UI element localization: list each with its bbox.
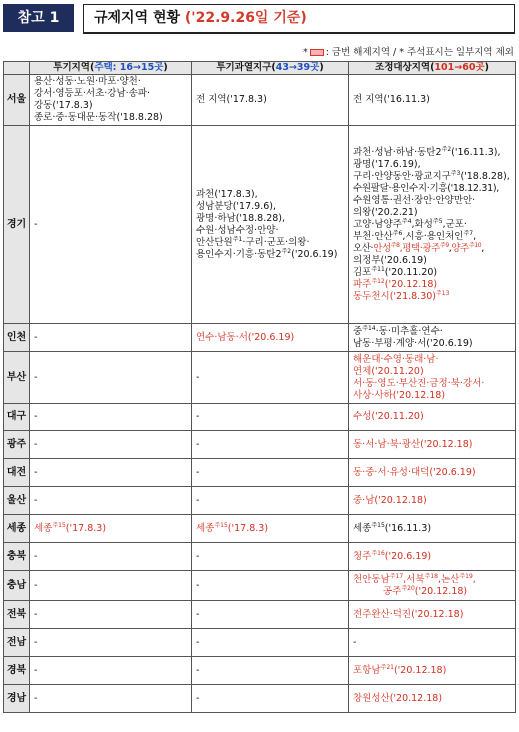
cell: 전 지역('16.11.3) bbox=[349, 75, 516, 126]
region-label: 전북 bbox=[4, 601, 30, 629]
region-label: 세종 bbox=[4, 515, 30, 543]
cell: - bbox=[192, 685, 349, 713]
title-date: ('22.9.26일 기준) bbox=[184, 10, 307, 26]
table-row bbox=[4, 75, 516, 126]
region-label: 대전 bbox=[4, 459, 30, 487]
cell: 과천('17.8.3), 성남분당('17.9.6), 광명·하남('18.8.28), 수원·성남수정·안양· 안산단원$^{주1}$·구리·군포·의왕· 용인수지·기흥·동탄$2^{주2}('20.6.19)$ bbox=[192, 126, 349, 324]
cell: - bbox=[30, 459, 192, 487]
table-row bbox=[4, 543, 516, 571]
cell: - bbox=[30, 404, 192, 431]
region-label: 서울 bbox=[4, 75, 30, 126]
region-label: 부산 bbox=[4, 352, 30, 404]
table-row bbox=[4, 126, 516, 324]
table-row bbox=[4, 629, 516, 657]
table-row bbox=[4, 352, 516, 404]
cell: 연수·남동·서('20.6.19) bbox=[192, 324, 349, 352]
table-row bbox=[4, 571, 516, 601]
region-label: 경북 bbox=[4, 657, 30, 685]
table-row bbox=[4, 515, 516, 543]
cell: 용산·성동·노원·마포·양천· 강서·영등포·서초·강남·송파· 강동('17.8.3) 종로·중·동대문·동작('18.8.28) bbox=[30, 75, 192, 126]
cell: 중·남('20.12.18) bbox=[349, 487, 516, 515]
cell: - bbox=[192, 657, 349, 685]
region-label: 경남 bbox=[4, 685, 30, 713]
table-row bbox=[4, 324, 516, 352]
table-row bbox=[4, 487, 516, 515]
header-overheated-district: 투기과열지구(43→39곳) bbox=[192, 62, 349, 75]
region-label: 광주 bbox=[4, 431, 30, 459]
cell: 동·서·남·북·광산('20.12.18) bbox=[349, 431, 516, 459]
cell: 세종$^{주15}$('16.11.3) bbox=[349, 515, 516, 543]
cell: 창원성산('20.12.18) bbox=[349, 685, 516, 713]
cell: - bbox=[30, 487, 192, 515]
cell: - bbox=[192, 601, 349, 629]
table-row bbox=[4, 459, 516, 487]
cell: 수성('20.11.20) bbox=[349, 404, 516, 431]
legend: * : 금번 해제지역 / * 주석표시는 일부지역 제외 bbox=[302, 47, 514, 58]
regulation-table bbox=[3, 61, 516, 713]
cell: 중$^{주14}$·동·미추홀·연수· 남동·부평·계양·서('20.6.19) bbox=[349, 324, 516, 352]
region-label: 충북 bbox=[4, 543, 30, 571]
cell: 세종$^{주15}$('17.8.3) bbox=[192, 515, 349, 543]
cell: 과천·성남·하남·동탄$2^{주2}('16.11.3)$, 광명('17.6.19), 구리·안양동안·광교지구$^{주3}$('18.8.28), 수원팔달·용인수지·기흥('18.12.31), 수원영통·권선·장안·안양만안· 의왕('20.2.21) 고양·남양주$^{주4}$,화성$^{주5}$,군포· 부천·안산$^{주6}$,시흥·용인처인$^{주7}$, 오산·안성$^{주8}$,평택·광주$^{주9}$,양주$^{주10}$, 의정부('20.6.19) 김포$^{주11}$('20.11.20) 파주$^{주12}$('20.12.18) 동두천시$('21.8.30)^{주13}$ bbox=[349, 126, 516, 324]
cell: 포항남$^{주21}$('20.12.18) bbox=[349, 657, 516, 685]
cell: 청주$^{주16}$('20.6.19) bbox=[349, 543, 516, 571]
header-region bbox=[4, 62, 30, 75]
cell: - bbox=[192, 459, 349, 487]
table-header-row bbox=[4, 62, 516, 75]
cell: 천안동남$^{주17}$,서북$^{주18}$,논산$^{주19}$, 공주$^{주20}$('20.12.18) bbox=[349, 571, 516, 601]
cell: - bbox=[30, 629, 192, 657]
table-row bbox=[4, 685, 516, 713]
cell: - bbox=[192, 487, 349, 515]
cell: - bbox=[192, 571, 349, 601]
cell: - bbox=[349, 629, 516, 657]
cell: 전주완산·덕진('20.12.18) bbox=[349, 601, 516, 629]
region-label: 대구 bbox=[4, 404, 30, 431]
table-row bbox=[4, 601, 516, 629]
header-adjustment-area: 조정대상지역(101→60곳) bbox=[349, 62, 516, 75]
cell: - bbox=[192, 629, 349, 657]
cell: - bbox=[30, 352, 192, 404]
cell: 전 지역('17.8.3) bbox=[192, 75, 349, 126]
region-label: 인천 bbox=[4, 324, 30, 352]
cell: - bbox=[30, 431, 192, 459]
table-row bbox=[4, 404, 516, 431]
cell: - bbox=[192, 352, 349, 404]
cell: - bbox=[30, 685, 192, 713]
page-title: 규제지역 현황 ('22.9.26일 기준) bbox=[83, 4, 515, 34]
cell: - bbox=[30, 601, 192, 629]
legend-swatch-icon bbox=[310, 49, 324, 56]
region-label: 경기 bbox=[4, 126, 30, 324]
cell: - bbox=[192, 543, 349, 571]
region-label: 전남 bbox=[4, 629, 30, 657]
cell: - bbox=[30, 324, 192, 352]
reference-badge: 참고 1 bbox=[3, 4, 74, 32]
region-label: 울산 bbox=[4, 487, 30, 515]
region-label: 충남 bbox=[4, 571, 30, 601]
cell: - bbox=[30, 543, 192, 571]
cell: - bbox=[192, 404, 349, 431]
cell: 해운대·수영·동래·남· 연제('20.11.20) 서·동·영도·부산진·금정·북·강서· 사상·사하('20.12.18) bbox=[349, 352, 516, 404]
cell: 동·중·서·유성·대덕('20.6.19) bbox=[349, 459, 516, 487]
legend-label: : 금번 해제지역 / * 주석표시는 일부지역 제외 bbox=[325, 47, 514, 58]
cell: - bbox=[192, 431, 349, 459]
table-row bbox=[4, 657, 516, 685]
cell: - bbox=[30, 657, 192, 685]
page-header bbox=[3, 4, 515, 34]
header-speculation-area: 투기지역(주택: 16→15곳) bbox=[30, 62, 192, 75]
cell: 세종$^{주15}$('17.8.3) bbox=[30, 515, 192, 543]
cell: - bbox=[30, 126, 192, 324]
cell: - bbox=[30, 571, 192, 601]
table-row bbox=[4, 431, 516, 459]
